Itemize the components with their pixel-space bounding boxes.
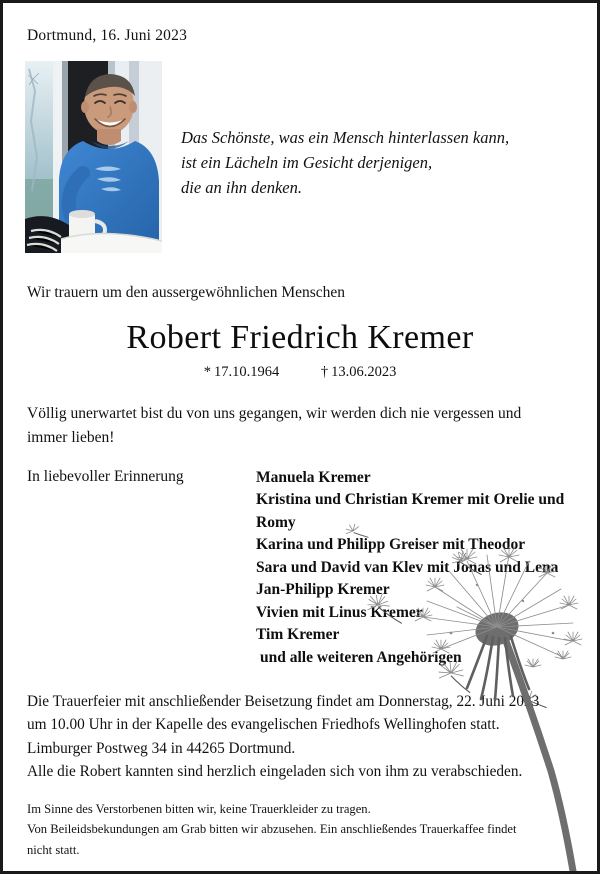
notice-inner: [3, 3, 597, 871]
family-member: Sara und David van Klev mit Jonas und Lena: [256, 558, 559, 576]
family-member: Manuela Kremer: [256, 469, 371, 486]
family-closing-line: und alle weiteren Angehörigen: [260, 648, 462, 666]
farewell-paragraph: [27, 402, 571, 451]
birth-symbol-icon: *: [203, 364, 211, 380]
family-list: [256, 467, 576, 669]
family-member: Kristina und Christian Kremer mit Orelie und: [256, 491, 565, 509]
ceremony-details: [27, 690, 583, 784]
place-and-date: Dortmund, 16. Juni 2023: [27, 27, 188, 44]
mourning-lead-text: Wir trauern um den aussergewöhnlichen Menschen: [27, 284, 346, 301]
family-member: Karina und Philipp Greiser mit Theodor: [256, 536, 526, 554]
farewell-line: immer lieben!: [27, 429, 115, 447]
farewell-line: Völlig unerwartet bist du von uns gegangen, wir werden dich nie vergessen und: [27, 405, 522, 422]
ceremony-line: Alle die Robert kannten sind herzlich eingeladen sich von ihm zu verabschieden.: [27, 763, 523, 781]
birth-date-group: [204, 364, 283, 380]
quote-line: Das Schönste, was ein Mensch hinterlassen kann,: [181, 128, 510, 147]
memory-label: In liebevoller Erinnerung: [27, 468, 184, 485]
ceremony-line: um 10.00 Uhr in der Kapelle des evangelischen Friedhofs Wellinghofen statt.: [27, 716, 500, 734]
portrait-photo: [25, 61, 162, 253]
ceremony-line: Die Trauerfeier mit anschließender Beisetzung findet am Donnerstag, 22. Juni 2023: [27, 693, 540, 710]
birth-date: 17.10.1964: [213, 364, 280, 380]
family-member: Vivien mit Linus Kremer: [256, 603, 423, 621]
footnote-text: [27, 799, 579, 860]
quote-line: ist ein Lächeln im Gesicht derjenigen,: [181, 153, 433, 173]
ceremony-line: Limburger Postweg 34 in 44265 Dortmund.: [27, 739, 296, 757]
family-member: Romy: [256, 513, 296, 531]
memorial-quote: [181, 125, 561, 200]
life-dates: [3, 364, 597, 381]
family-member: Jan-Philipp Kremer: [256, 581, 390, 599]
family-member: Tim Kremer: [256, 626, 340, 644]
footnote-line: Im Sinne des Verstorbenen bitten wir, keine Trauerkleider zu tragen.: [27, 802, 371, 816]
deceased-name: Robert Friedrich Kremer: [126, 319, 474, 356]
cross-icon: †: [320, 364, 329, 380]
quote-line: die an ihn denken.: [181, 178, 302, 198]
death-date-group: [321, 364, 397, 380]
death-date: 13.06.2023: [331, 364, 397, 380]
footnote-line: Von Beileidsbekundungen am Grab bitten wir abzusehen. Ein anschließendes Trauerkaffee findet: [27, 822, 517, 837]
footnote-line: nicht statt.: [27, 842, 80, 857]
